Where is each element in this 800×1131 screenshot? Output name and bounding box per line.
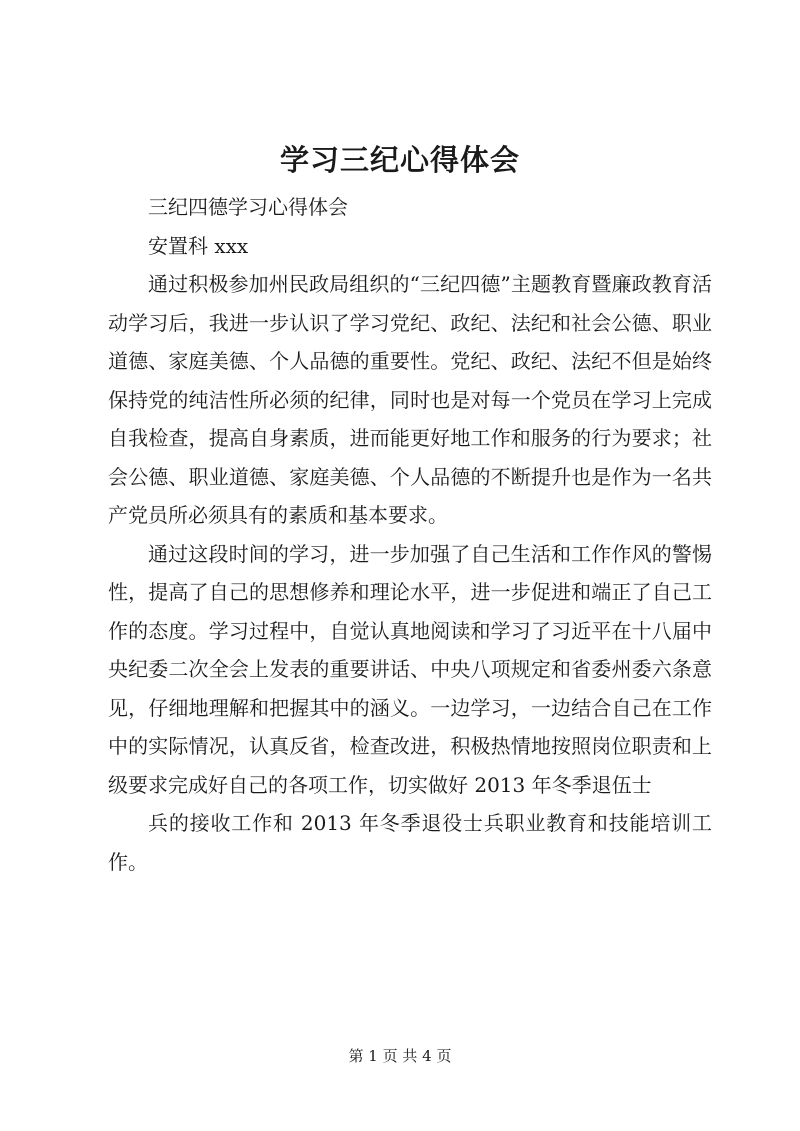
paragraph: 兵的接收工作和 2013 年冬季退役士兵职业教育和技能培训工作。: [108, 811, 712, 874]
page-footer: 第 1 页 共 4 页: [348, 1047, 452, 1065]
document-title: 学习三纪心得体会: [279, 143, 520, 177]
subtitle: 三纪四德学习心得体会: [148, 195, 348, 219]
paragraph: 通过这段时间的学习，进一步加强了自己生活和工作作风的警惕性，提高了自己的思想修养和理论水平，进一步促进和端正了自己工作的态度。学习过程中，自觉认真地阅读和学习了习近平在十八届中央纪委二次全会上发表的重要讲话、中央八项规定和省委州委六条意见，仔细地理解和把握其中的涵义。一边学习，一边结合自己在工作中的实际情况，认真反省，检查改进，积极热情地按照岗位职责和上级要求完成好自己的各项工作，切实做好 2013 年冬季退伍士: [108, 541, 712, 797]
document-body: [108, 188, 712, 881]
paragraph: 通过积极参加州民政局组织的“三纪四德”主题教育暨廉政教育活动学习后，我进一步认识了学习党纪、政纪、法纪和社会公德、职业道德、家庭美德、个人品德的重要性。党纪、政纪、法纪不但是始终保持党的纯洁性所必须的纪律，同时也是对每一个党员在学习上完成自我检查，提高自身素质，进而能更好地工作和服务的行为要求；社会公德、职业道德、家庭美德、个人品德的不断提升也是作为一名共产党员所必须具有的素质和基本要求。: [108, 272, 712, 527]
author-line: 安置科 xxx: [148, 233, 249, 258]
